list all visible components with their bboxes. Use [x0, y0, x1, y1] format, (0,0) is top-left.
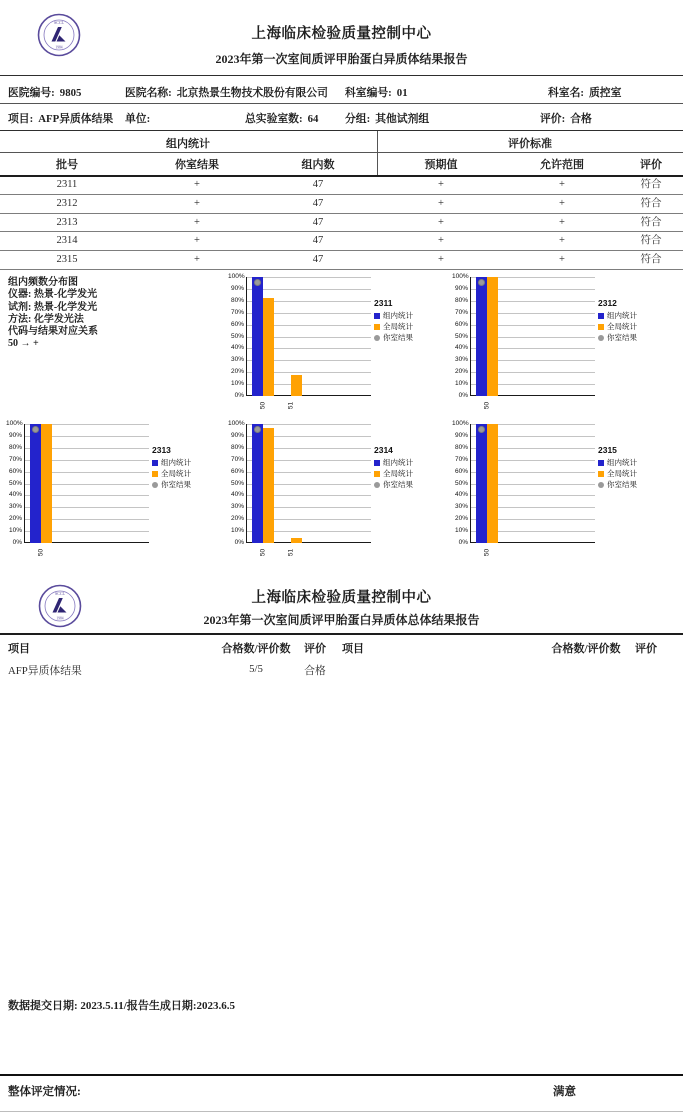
cell-your-result: + [194, 235, 200, 247]
bar-global-stat [41, 424, 52, 543]
col-header-evaluation: 评价 [640, 159, 662, 171]
legend-label: 你室结果 [383, 480, 413, 489]
x-tick-label: 50 [259, 401, 267, 410]
divider [0, 130, 683, 131]
y-tick-label: 50% [230, 479, 244, 487]
cell-expected-value: + [438, 179, 444, 190]
y-tick-label: 10% [8, 527, 22, 535]
cell-group-count: 47 [312, 254, 324, 266]
legend-label: 组内统计 [161, 458, 191, 467]
col-header-batch: 批号 [56, 159, 78, 171]
cell-allowed-range: + [559, 216, 565, 228]
chart-info-line: 代码与结果对应关系 [8, 326, 98, 338]
legend-marker-square [374, 460, 380, 466]
y-tick-label: 90% [454, 431, 468, 439]
y-tick-label: 10% [454, 380, 468, 388]
legend-title: 2313 [152, 445, 171, 455]
chart-legend [152, 445, 191, 488]
col-header-your-result: 你室结果 [175, 159, 219, 171]
y-tick-label: 0% [458, 539, 468, 546]
y-tick-label: 50% [230, 332, 244, 340]
hospital-name-value: 北京热景生物技术股份有限公司 [176, 87, 328, 99]
bar-group-stat [252, 424, 263, 543]
y-tick-label: 20% [454, 515, 468, 523]
y-tick-label: 20% [454, 368, 468, 376]
y-tick-label: 90% [230, 431, 244, 439]
bar-global-stat [263, 428, 274, 543]
y-tick-label: 40% [230, 491, 244, 499]
legend-label: 你室结果 [607, 333, 637, 342]
total-labs-field [245, 111, 318, 126]
x-tick-label: 50 [37, 548, 45, 557]
hospital-no-label: 医院编号: [8, 87, 55, 99]
y-tick-label: 40% [454, 344, 468, 352]
cell-allowed-range: + [559, 179, 565, 190]
col-header-expected-value: 预期值 [424, 159, 458, 171]
legend-label: 你室结果 [383, 333, 413, 342]
y-tick-label: 10% [454, 527, 468, 535]
unit-field [125, 111, 155, 126]
cell-evaluation: 符合 [640, 254, 662, 266]
y-tick-label: 80% [230, 296, 244, 304]
chart-info-line: 50 → + [8, 338, 39, 350]
y-tick-label: 60% [454, 467, 468, 475]
y-tick-label: 100% [228, 420, 245, 427]
y-tick-label: 100% [452, 273, 469, 280]
legend-marker-square [152, 471, 158, 477]
cell-your-result: + [194, 179, 200, 190]
legend-item [152, 459, 191, 466]
legend-marker-circle [598, 335, 604, 341]
row-separator [0, 269, 683, 270]
cell-evaluation: 符合 [640, 235, 662, 247]
cell-evaluation: 符合 [640, 197, 662, 209]
summary-header-project-1: 项目 [8, 643, 30, 655]
y-tick-label: 10% [230, 380, 244, 388]
project-value: AFP异质体结果 [38, 113, 114, 125]
legend-label: 组内统计 [607, 458, 637, 467]
report1-title: 上海临床检验质量控制中心 [251, 26, 432, 42]
dates-line: 数据提交日期: 2023.5.11/报告生成日期:2023.6.5 [8, 1000, 236, 1012]
legend-marker-square [598, 460, 604, 466]
legend-item [598, 312, 637, 319]
bar-group-stat [476, 424, 487, 543]
chart-2311 [228, 272, 453, 422]
project-field [8, 111, 113, 126]
bar-group-stat [476, 277, 487, 396]
dept-name-value: 质控室 [589, 87, 622, 99]
y-tick-label: 80% [8, 443, 22, 451]
y-tick-label: 60% [454, 320, 468, 328]
legend-item [374, 323, 413, 330]
legend-label: 你室结果 [607, 480, 637, 489]
hospital-no-field [8, 85, 81, 100]
y-tick-label: 30% [454, 503, 468, 511]
hospital-name-field [125, 85, 328, 100]
legend-label: 你室结果 [161, 480, 191, 489]
legend-item [598, 470, 637, 477]
total-labs-value: 64 [307, 113, 319, 125]
y-tick-label: 70% [230, 308, 244, 316]
bar-group-stat [252, 277, 263, 396]
cell-batch: 2313 [56, 216, 78, 228]
cell-group-count: 47 [312, 216, 324, 228]
legend-label: 全局统计 [383, 469, 413, 478]
report1-subtitle: 2023年第一次室间质评甲胎蛋白异质体结果报告 [215, 52, 468, 66]
summary-header-evaluation-2: 评价 [635, 643, 657, 655]
chart-legend [374, 445, 413, 488]
legend-marker-circle [598, 482, 604, 488]
y-tick-label: 100% [452, 420, 469, 427]
legend-marker-square [374, 324, 380, 330]
legend-marker-square [374, 471, 380, 477]
y-tick-label: 0% [234, 539, 244, 546]
y-tick-label: 20% [230, 515, 244, 523]
legend-marker-circle [374, 335, 380, 341]
chart-2313 [6, 419, 231, 569]
bar-global-stat [263, 298, 274, 396]
dept-no-value: 01 [396, 87, 408, 99]
chart-legend [374, 298, 413, 341]
unit-label: 单位: [125, 113, 151, 125]
x-tick-label: 50 [483, 401, 491, 410]
cell-your-result: + [194, 197, 200, 209]
report2-subtitle: 2023年第一次室间质评甲胎蛋白异质体总体结果报告 [203, 613, 480, 627]
report2-title: 上海临床检验质量控制中心 [251, 590, 432, 606]
legend-label: 组内统计 [607, 311, 637, 320]
project-label: 项目: [8, 113, 34, 125]
y-tick-label: 50% [454, 332, 468, 340]
y-tick-label: 70% [230, 455, 244, 463]
legend-item [598, 481, 637, 488]
col-header-allowed-range: 允许范围 [540, 159, 584, 171]
legend-label: 全局统计 [161, 469, 191, 478]
y-tick-label: 60% [230, 320, 244, 328]
legend-title: 2315 [598, 445, 617, 455]
legend-label: 组内统计 [383, 311, 413, 320]
evaluation-value: 合格 [570, 113, 592, 125]
chart-2315 [452, 419, 677, 569]
chart-legend [598, 298, 637, 341]
chart-2312 [452, 272, 677, 422]
legend-title: 2314 [374, 445, 393, 455]
chart-info-block [8, 277, 98, 351]
x-tick-label: 51 [287, 401, 295, 410]
legend-marker-circle [374, 482, 380, 488]
legend-marker-square [598, 313, 604, 319]
overall-evaluation-label: 整体评定情况: [8, 1086, 81, 1098]
x-tick-label: 50 [259, 548, 267, 557]
legend-title: 2312 [598, 298, 617, 308]
y-tick-label: 50% [454, 479, 468, 487]
divider [0, 633, 683, 635]
cell-group-count: 47 [312, 235, 324, 247]
legend-item [374, 459, 413, 466]
cell-allowed-range: + [559, 197, 565, 209]
cell-allowed-range: + [559, 254, 565, 266]
group-header-within: 组内统计 [166, 138, 210, 150]
results-rows [0, 176, 683, 271]
cell-batch: 2311 [56, 179, 78, 190]
legend-title: 2311 [374, 298, 393, 308]
svg-text:1984: 1984 [56, 616, 64, 621]
y-tick-label: 100% [228, 273, 245, 280]
x-tick-label: 51 [287, 548, 295, 557]
chart-info-line: 方法: 化学发光法 [8, 313, 84, 325]
cell-expected-value: + [438, 216, 444, 228]
legend-item [374, 470, 413, 477]
summary-header-pass-count-1: 合格数/评价数 [221, 643, 291, 655]
legend-item [374, 312, 413, 319]
legend-label: 全局统计 [607, 469, 637, 478]
y-tick-label: 0% [12, 539, 22, 546]
cell-your-result: + [194, 216, 200, 228]
cell-your-result: + [194, 254, 200, 266]
legend-item [598, 323, 637, 330]
dept-name-field [548, 85, 621, 100]
cell-batch: 2314 [56, 235, 78, 247]
legend-marker-square [598, 324, 604, 330]
y-tick-label: 60% [230, 467, 244, 475]
y-tick-label: 70% [454, 455, 468, 463]
dept-no-field [345, 85, 408, 100]
svg-text:1984: 1984 [55, 45, 63, 50]
chart-2314 [228, 419, 453, 569]
divider [0, 152, 683, 153]
y-tick-label: 80% [230, 443, 244, 451]
y-tick-label: 80% [454, 296, 468, 304]
hospital-name-label: 医院名称: [125, 87, 172, 99]
y-tick-label: 0% [234, 392, 244, 399]
legend-item [374, 334, 413, 341]
y-tick-label: 30% [454, 356, 468, 364]
y-tick-label: 90% [454, 284, 468, 292]
legend-marker-square [374, 313, 380, 319]
cell-group-count: 47 [312, 179, 324, 190]
divider [0, 103, 683, 104]
summary-cell-pass-count: 5/5 [249, 663, 263, 675]
cell-expected-value: + [438, 254, 444, 266]
y-tick-label: 40% [8, 491, 22, 499]
svg-text:SCCL: SCCL [53, 20, 65, 25]
legend-label: 全局统计 [383, 322, 413, 331]
legend-item [374, 481, 413, 488]
y-tick-label: 80% [454, 443, 468, 451]
divider [0, 75, 683, 76]
col-header-group-count: 组内数 [301, 159, 335, 171]
legend-label: 组内统计 [383, 458, 413, 467]
chart-legend [598, 445, 637, 488]
divider [0, 1074, 683, 1076]
group-header-criteria: 评价标准 [508, 138, 552, 150]
y-tick-label: 50% [8, 479, 22, 487]
legend-marker-circle [152, 482, 158, 488]
y-tick-label: 20% [230, 368, 244, 376]
y-tick-label: 90% [8, 431, 22, 439]
column-group-divider [377, 131, 378, 175]
y-tick-label: 30% [8, 503, 22, 511]
group-label: 分组: [345, 113, 371, 125]
bar-group-stat [30, 424, 41, 543]
legend-marker-square [598, 471, 604, 477]
chart-info-line: 仪器: 热景-化学发光 [8, 289, 98, 301]
bar-global-stat [487, 424, 498, 543]
legend-item [598, 459, 637, 466]
group-value: 其他试剂组 [375, 113, 430, 125]
summary-header-pass-count-2: 合格数/评价数 [551, 643, 621, 655]
cell-expected-value: + [438, 197, 444, 209]
divider [0, 1111, 683, 1112]
chart-info-line: 组内频数分布图 [8, 277, 78, 288]
svg-text:SCCL: SCCL [54, 591, 66, 596]
bar-global-stat [291, 375, 302, 396]
chart-info-line: 试剂: 热景-化学发光 [8, 301, 98, 313]
group-field [345, 111, 429, 126]
evaluation-field [540, 111, 592, 126]
bar-global-stat [291, 538, 302, 543]
bar-global-stat [487, 277, 498, 396]
summary-cell-project: AFP异质体结果 [8, 665, 82, 677]
y-tick-label: 100% [6, 420, 23, 427]
legend-label: 全局统计 [607, 322, 637, 331]
dept-name-label: 科室名: [548, 87, 584, 99]
hospital-no-value: 9805 [59, 87, 82, 99]
y-tick-label: 90% [230, 284, 244, 292]
summary-header-project-2: 项目 [342, 643, 364, 655]
legend-item [152, 470, 191, 477]
evaluation-label: 评价: [540, 113, 566, 125]
y-tick-label: 0% [458, 392, 468, 399]
y-tick-label: 40% [230, 344, 244, 352]
y-tick-label: 70% [8, 455, 22, 463]
y-tick-label: 60% [8, 467, 22, 475]
cell-batch: 2312 [56, 197, 78, 209]
y-tick-label: 40% [454, 491, 468, 499]
y-tick-label: 20% [8, 515, 22, 523]
total-labs-label: 总实验室数: [245, 113, 303, 125]
y-tick-label: 30% [230, 356, 244, 364]
y-tick-label: 10% [230, 527, 244, 535]
y-tick-label: 70% [454, 308, 468, 316]
x-tick-label: 50 [483, 548, 491, 557]
cell-evaluation: 符合 [640, 179, 662, 190]
cell-batch: 2315 [56, 254, 78, 266]
cell-evaluation: 符合 [640, 216, 662, 228]
legend-item [598, 334, 637, 341]
dept-no-label: 科室编号: [345, 87, 392, 99]
legend-item [152, 481, 191, 488]
cell-allowed-range: + [559, 235, 565, 247]
y-tick-label: 30% [230, 503, 244, 511]
cell-expected-value: + [438, 235, 444, 247]
overall-evaluation-value: 满意 [553, 1086, 576, 1098]
summary-header-evaluation-1: 评价 [304, 643, 326, 655]
legend-marker-square [152, 460, 158, 466]
summary-cell-evaluation: 合格 [304, 665, 326, 677]
cell-group-count: 47 [312, 197, 324, 209]
